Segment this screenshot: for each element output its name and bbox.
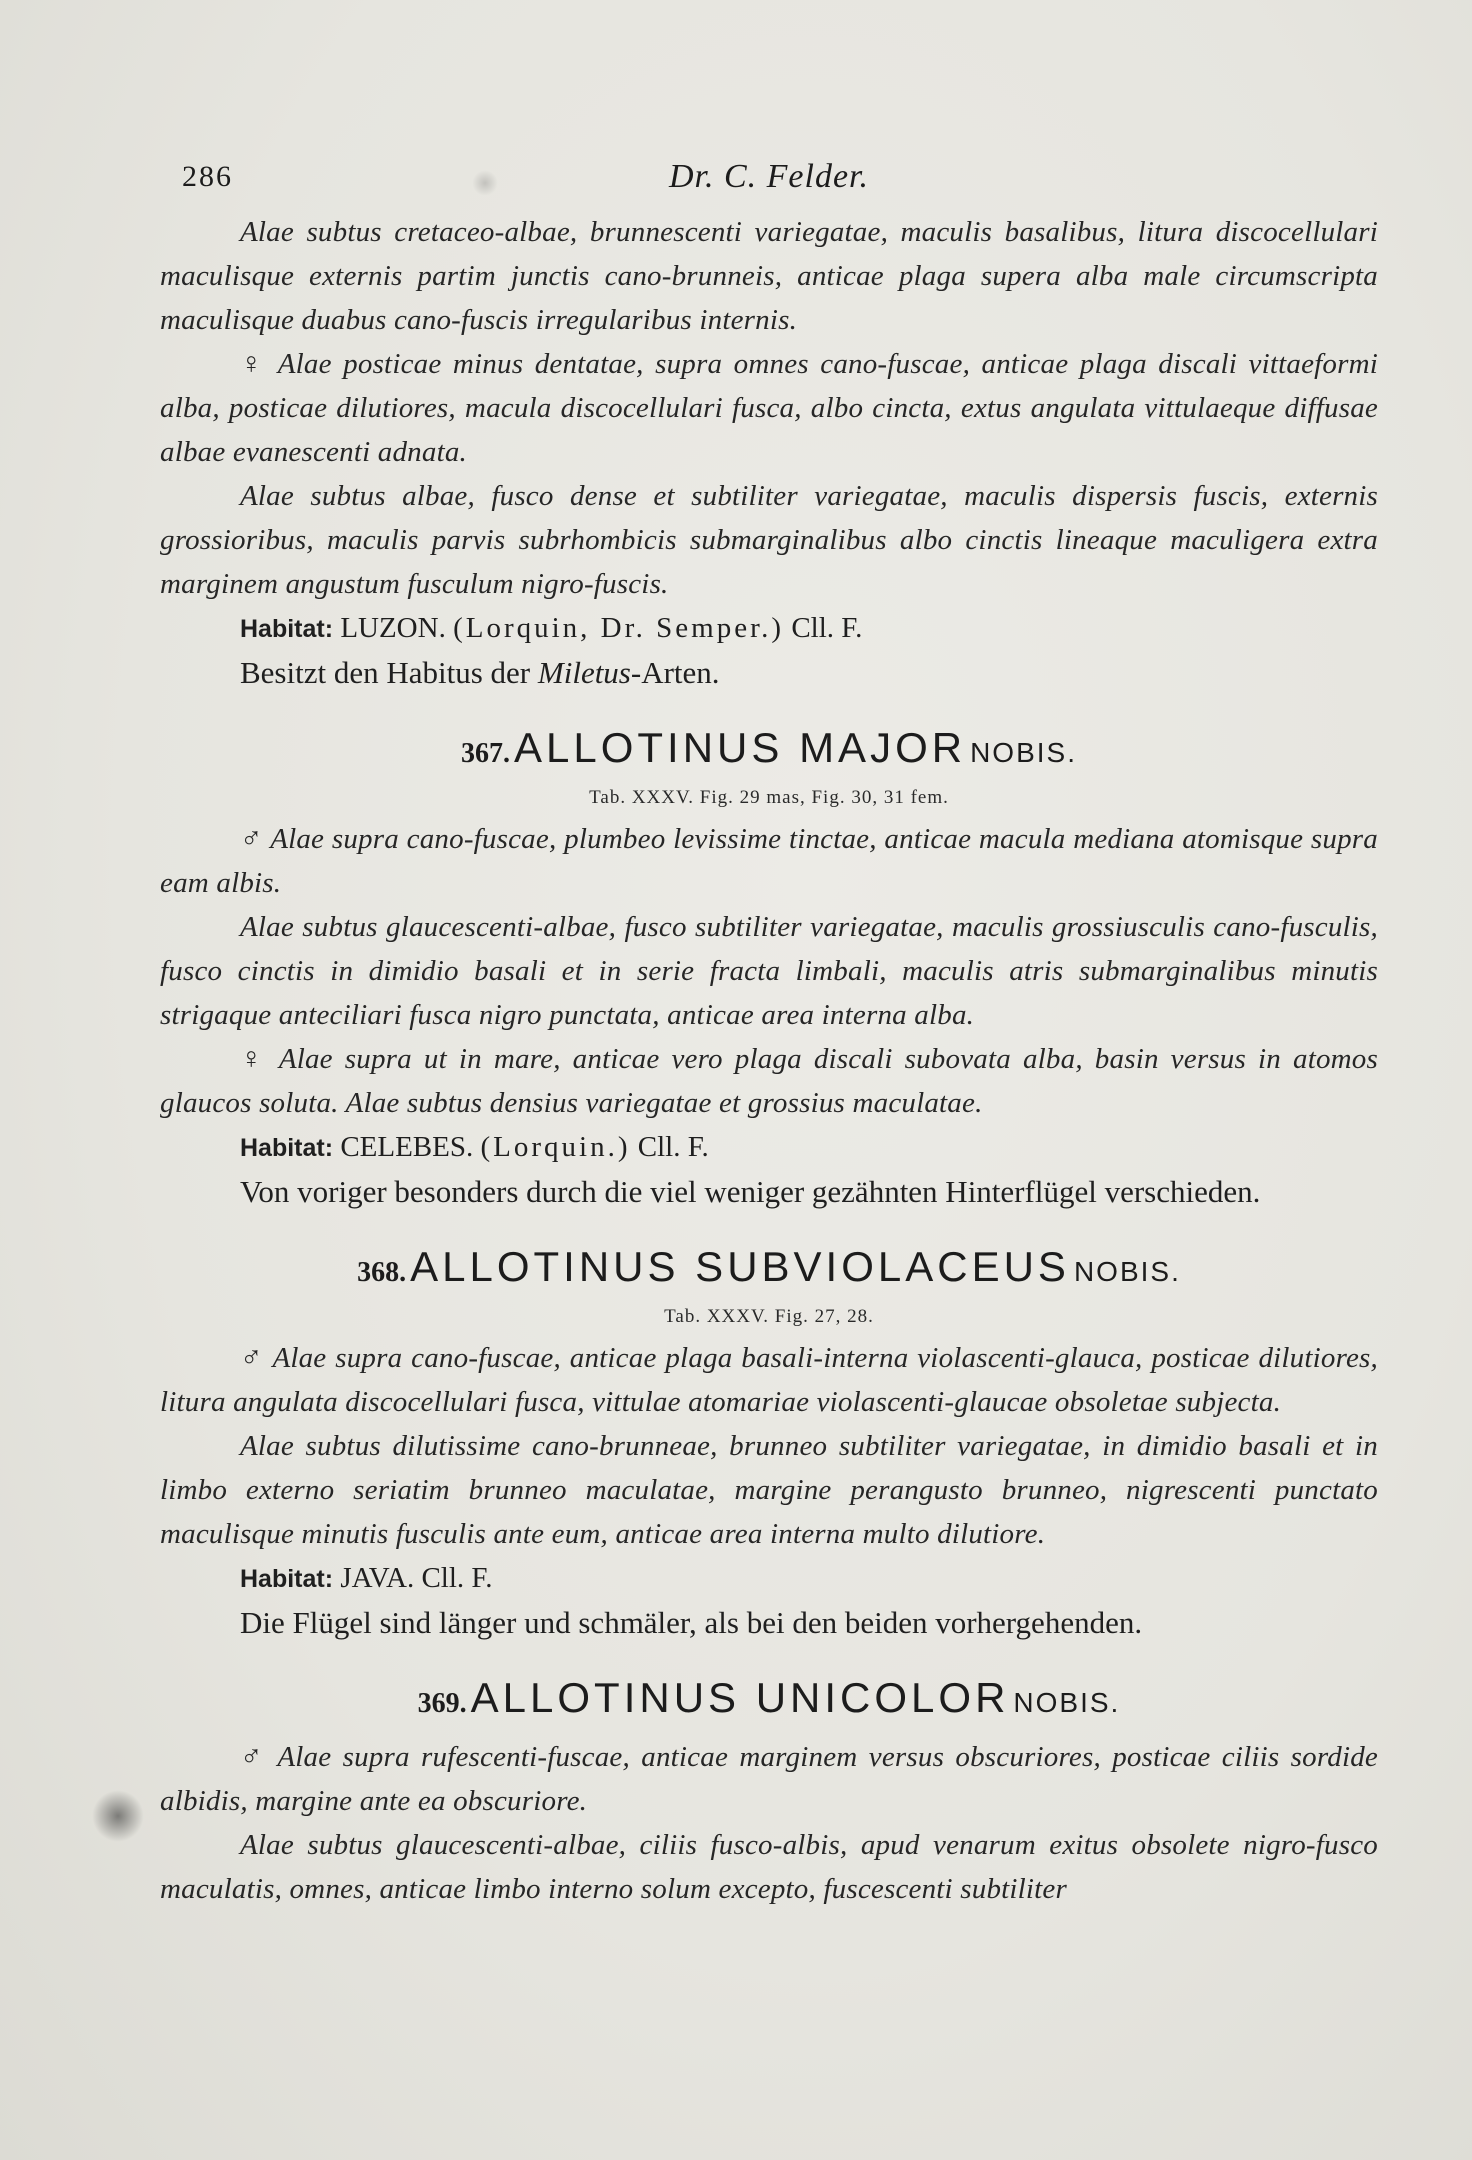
habitat-label: Habitat: bbox=[240, 615, 334, 643]
remark-text-start: Besitzt den Habitus der bbox=[240, 655, 538, 690]
habitat-line bbox=[240, 606, 1378, 651]
remark bbox=[240, 651, 1378, 695]
female-symbol: ♀ bbox=[240, 1042, 268, 1075]
habitat-label: Habitat: bbox=[240, 1134, 334, 1162]
male-description bbox=[160, 1735, 1378, 1823]
page-number: 286 bbox=[182, 160, 233, 193]
species-author: NOBIS. bbox=[1013, 1687, 1121, 1718]
habitat-collection: Cll. F. bbox=[791, 612, 863, 644]
male-description bbox=[160, 1336, 1378, 1424]
female-symbol: ♀ bbox=[240, 347, 267, 380]
remark-genus: Miletus bbox=[537, 655, 631, 690]
male-description-text: Alae supra cano-fuscae, anticae plaga basali-interna violascenti-glauca, posticae dilutiores, litura angulata discocellulari fusca, vittulae atomariae violascenti-glaucae obsoletae subjecta. bbox=[160, 1342, 1378, 1418]
habitat-place: LUZON. bbox=[340, 612, 446, 644]
female-description-text: Alae supra ut in mare, anticae vero plaga discali subovata alba, basin versus in atomos glaucos soluta. Alae subtus densius variegatae et grossius maculatae. bbox=[160, 1043, 1378, 1119]
habitat-place: CELEBES. bbox=[340, 1131, 474, 1163]
previous-species-continuation bbox=[160, 210, 1378, 695]
habitat-place: JAVA. bbox=[340, 1562, 415, 1594]
species-name: ALLOTINUS MAJOR bbox=[514, 724, 967, 771]
female-description-text: Alae posticae minus dentatae, supra omnes cano-fuscae, anticae plaga discali vittaeformi alba, posticae dilutiores, macula discocellulari fusca, albo cincta, extus angulata vittulaeque diffusae albae evanescenti adnata. bbox=[160, 348, 1378, 468]
female-underside-description: Alae subtus albae, fusco dense et subtiliter variegatae, maculis dispersis fuscis, externis grossioribus, maculis parvis subrhombicis submarginalibus albo cinctis lineaque maculigera extra marginem angustum fusculum nigro-fuscis. bbox=[160, 480, 1378, 600]
species-entry bbox=[160, 1240, 1378, 1645]
species-name: ALLOTINUS SUBVIOLACEUS bbox=[410, 1243, 1070, 1290]
habitat-collectors: (Lorquin.) bbox=[480, 1131, 631, 1163]
female-description bbox=[160, 342, 1378, 474]
habitat-line bbox=[240, 1125, 1378, 1170]
running-title: Dr. C. Felder. bbox=[668, 158, 870, 195]
male-symbol: ♂ bbox=[240, 1740, 267, 1773]
habitat-label: Habitat: bbox=[240, 1565, 334, 1593]
remark-text-end: -Arten. bbox=[630, 655, 720, 690]
plate-reference: Tab. XXXV. Fig. 27, 28. bbox=[664, 1306, 874, 1327]
male-symbol: ♂ bbox=[240, 822, 263, 855]
male-underside-description: Alae subtus dilutissime cano-brunneae, brunneo subtiliter variegatae, in dimidio basali et in limbo externo seriatim brunneo maculatae, margine perangusto brunneo, nigrescenti punctato maculisque minutis fusculis ante eum, anticae area interna multo dilutiore. bbox=[160, 1430, 1378, 1550]
species-number: 369. bbox=[417, 1688, 467, 1719]
ink-blot bbox=[92, 1790, 144, 1842]
female-description bbox=[160, 1037, 1378, 1125]
habitat-collectors: (Lorquin, Dr. Semper.) bbox=[453, 612, 785, 644]
species-number: 367. bbox=[461, 738, 510, 769]
species-author: NOBIS. bbox=[1073, 1256, 1181, 1287]
habitat-line bbox=[240, 1556, 1378, 1601]
plate-reference: Tab. XXXV. Fig. 29 mas, Fig. 30, 31 fem. bbox=[589, 787, 949, 808]
text-column bbox=[160, 150, 1378, 1911]
remark: Von voriger besonders durch die viel weniger gezähnten Hinterflügel verschieden. bbox=[240, 1174, 1261, 1209]
species-entry bbox=[160, 1671, 1378, 1911]
male-underside-description: Alae subtus glaucescenti-albae, ciliis fusco-albis, apud venarum exitus obsolete nigro-fusco maculatis, omnes, anticae limbo interno solum excepto, fuscescenti subtiliter bbox=[160, 1829, 1378, 1905]
habitat-collection: Cll. F. bbox=[421, 1562, 493, 1594]
male-symbol: ♂ bbox=[240, 1341, 265, 1374]
male-description-text: Alae supra cano-fuscae, plumbeo levissime tinctae, anticae macula mediana atomisque supra eam albis. bbox=[160, 823, 1378, 899]
male-description-text: Alae supra rufescenti-fuscae, anticae marginem versus obscuriores, posticae ciliis sordide albidis, margine ante ea obscuriore. bbox=[160, 1741, 1378, 1817]
page-header bbox=[160, 150, 1378, 210]
male-underside-description: Alae subtus glaucescenti-albae, fusco subtiliter variegatae, maculis grossiusculis cano-fusculis, fusco cinctis in dimidio basali et in serie fracta limbali, maculis atris submarginalibus minutis strigaque anteciliari fusca nigro punctata, anticae area interna alba. bbox=[160, 911, 1378, 1031]
remark: Die Flügel sind länger und schmäler, als bei den beiden vorhergehenden. bbox=[240, 1605, 1143, 1640]
species-name: ALLOTINUS UNICOLOR bbox=[470, 1674, 1010, 1721]
habitat-collection: Cll. F. bbox=[637, 1131, 709, 1163]
species-number: 368. bbox=[357, 1257, 407, 1288]
species-heading bbox=[160, 721, 1378, 785]
species-heading bbox=[160, 1240, 1378, 1304]
species-entry bbox=[160, 721, 1378, 1214]
underside-description: Alae subtus cretaceo-albae, brunnescenti variegatae, maculis basalibus, litura discocellulari maculisque externis partim junctis cano-brunneis, anticae plaga supera alba male circumscripta maculisque duabus cano-fuscis irregularibus internis. bbox=[160, 216, 1378, 336]
species-author: NOBIS. bbox=[970, 737, 1077, 768]
male-description bbox=[160, 817, 1378, 905]
species-heading bbox=[160, 1671, 1378, 1735]
